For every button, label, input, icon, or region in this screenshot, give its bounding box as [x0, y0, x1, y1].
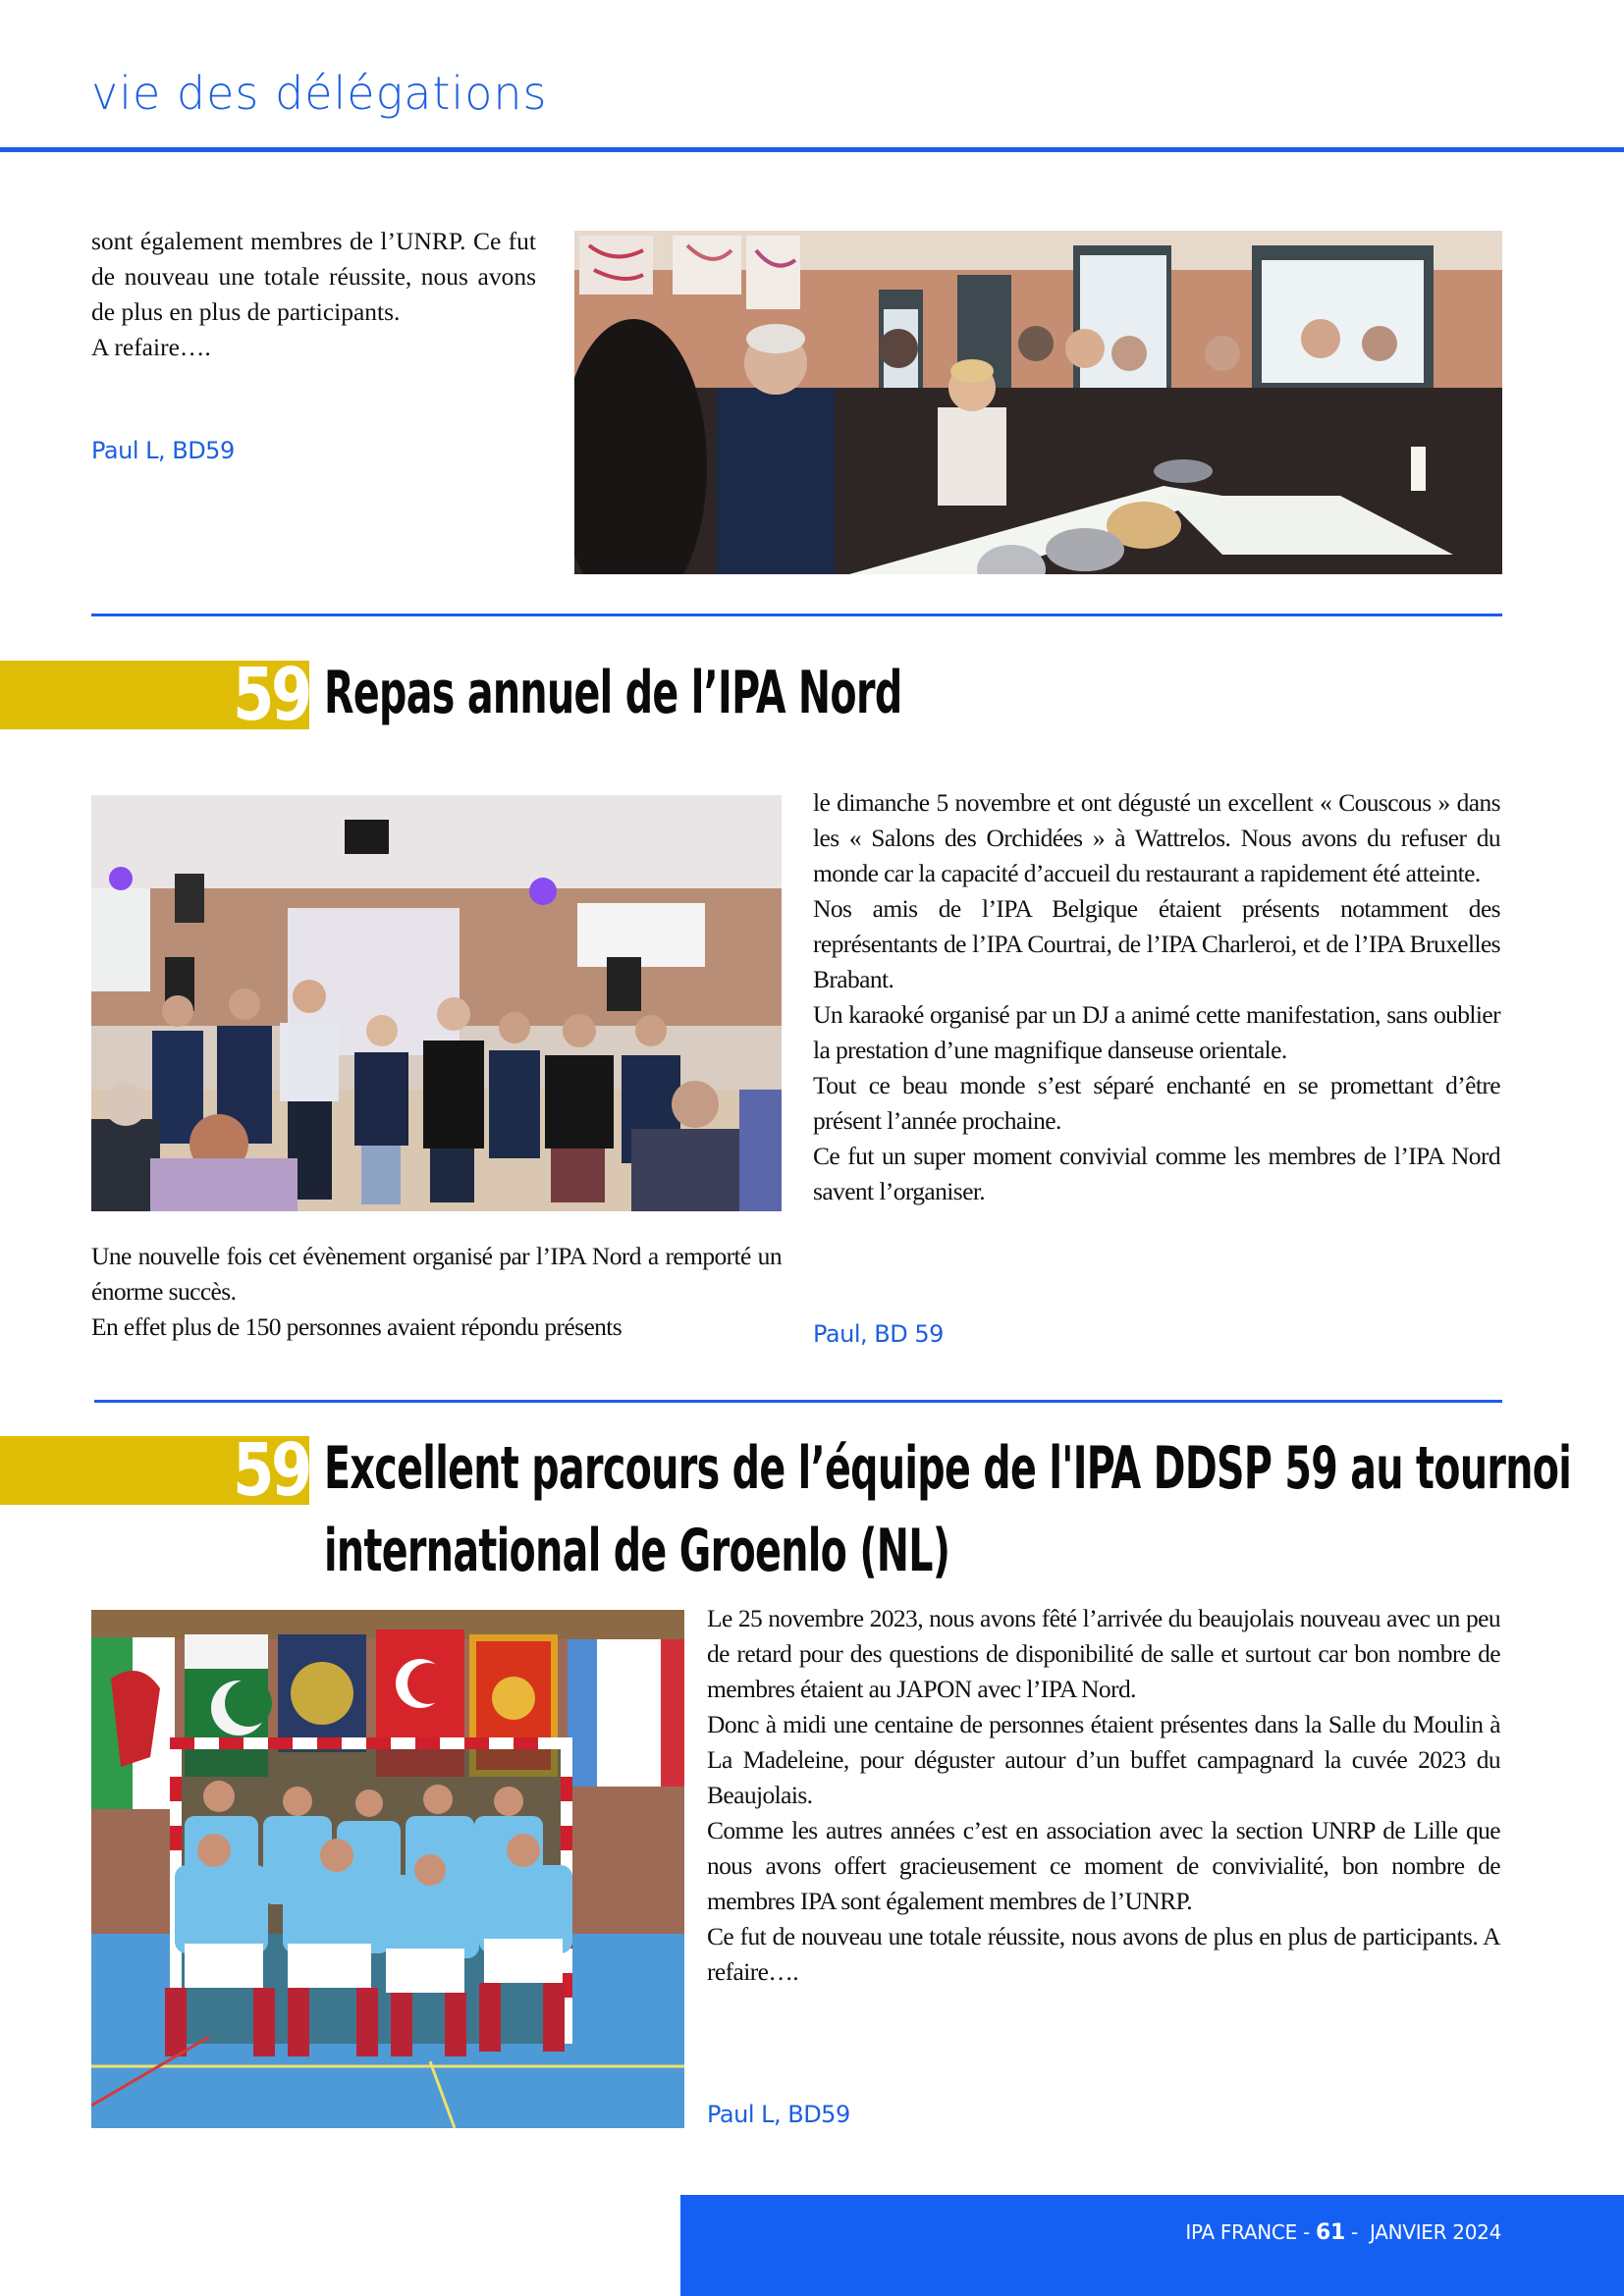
article-repas-body: [813, 785, 1500, 1209]
department-number: 59: [233, 1428, 309, 1513]
issue-date: JANVIER 2024: [1370, 2220, 1501, 2244]
paragraph: Nos amis de l’IPA Belgique étaient présents notamment des représentants de l’IPA Courtrai, de l’IPA Charleroi, et de l’IPA Bruxelles Brabant.: [813, 894, 1500, 993]
section-divider: [91, 614, 1502, 616]
paragraph: Comme les autres années c’est en association avec la section UNRP de Lille que nous avons offert gracieusement ce moment de convivialité, bon nombre de membres IPA sont également membres de l’UNRP.: [707, 1816, 1500, 1915]
separator: -: [1296, 2220, 1316, 2244]
byline: Paul L, BD59: [707, 2101, 850, 2128]
byline: Paul L, BD59: [91, 437, 235, 464]
paragraph: sont également membres de l’UNRP. Ce fut de nouveau une totale réussite, nous avons de plus en plus de participants.: [91, 227, 536, 326]
paragraph: Un karaoké organisé par un DJ a animé cette manifestation, sans oublier la prestation d’une magnifique danseuse orientale.: [813, 1000, 1500, 1064]
paragraph: Une nouvelle fois cet évènement organisé par l’IPA Nord a remporté un énorme succès.: [91, 1242, 782, 1306]
section-divider: [94, 1400, 1502, 1403]
article-continued-text: [91, 224, 536, 365]
footer-folio: [1185, 2220, 1501, 2245]
paragraph: le dimanche 5 novembre et ont dégusté un excellent « Couscous » dans les « Salons des Orchidées » à Wattrelos. Nous avons du refuser du monde car la capacité d’accueil du restaurant a rapidement été atteinte.: [813, 788, 1500, 887]
department-badge: [0, 653, 309, 737]
photo-buffet-reception: [574, 231, 1502, 574]
photo-ipa-nord-group: [91, 795, 782, 1211]
paragraph: Ce fut de nouveau une totale réussite, nous avons de plus en plus de participants. A refaire….: [707, 1922, 1500, 1986]
paragraph: Donc à midi une centaine de personnes étaient présentes dans la Salle du Moulin à La Madeleine, pour déguster autour d’un buffet campagnard la cuvée 2023 du Beaujolais.: [707, 1710, 1500, 1809]
article-repas-intro: [91, 1239, 782, 1345]
paragraph: En effet plus de 150 personnes avaient répondu présents: [91, 1312, 623, 1341]
page-footer: [680, 2195, 1624, 2296]
separator: -: [1344, 2220, 1365, 2244]
department-badge: [0, 1428, 309, 1513]
section-title: vie des délégations: [91, 67, 548, 120]
paragraph: Tout ce beau monde s’est séparé enchanté en se promettant d’être présent l’année prochaine.: [813, 1071, 1500, 1135]
photo-futsal-team: [91, 1610, 684, 2128]
publication-name: IPA FRANCE: [1185, 2220, 1297, 2244]
department-number: 59: [233, 653, 309, 737]
article-groenlo-body: [707, 1601, 1500, 1990]
article-title-line-2: international de Groenlo (NL): [324, 1517, 950, 1585]
paragraph: Le 25 novembre 2023, nous avons fêté l’arrivée du beaujolais nouveau avec un peu de retard pour des questions de disponibilité de salle et surtout car bon nombre de membres étaient au JAPON avec l’IPA Nord.: [707, 1604, 1500, 1703]
article-title-line-1: Excellent parcours de l’équipe de l'IPA DDSP 59 au tournoi: [324, 1434, 1572, 1503]
paragraph: A refaire….: [91, 333, 211, 361]
paragraph: Ce fut un super moment convivial comme les membres de l’IPA Nord savent l’organiser.: [813, 1142, 1500, 1205]
page-number: 61: [1315, 2220, 1345, 2245]
article-title: Repas annuel de l’IPA Nord: [324, 659, 902, 727]
byline: Paul, BD 59: [813, 1320, 944, 1348]
header-divider: [0, 147, 1624, 152]
